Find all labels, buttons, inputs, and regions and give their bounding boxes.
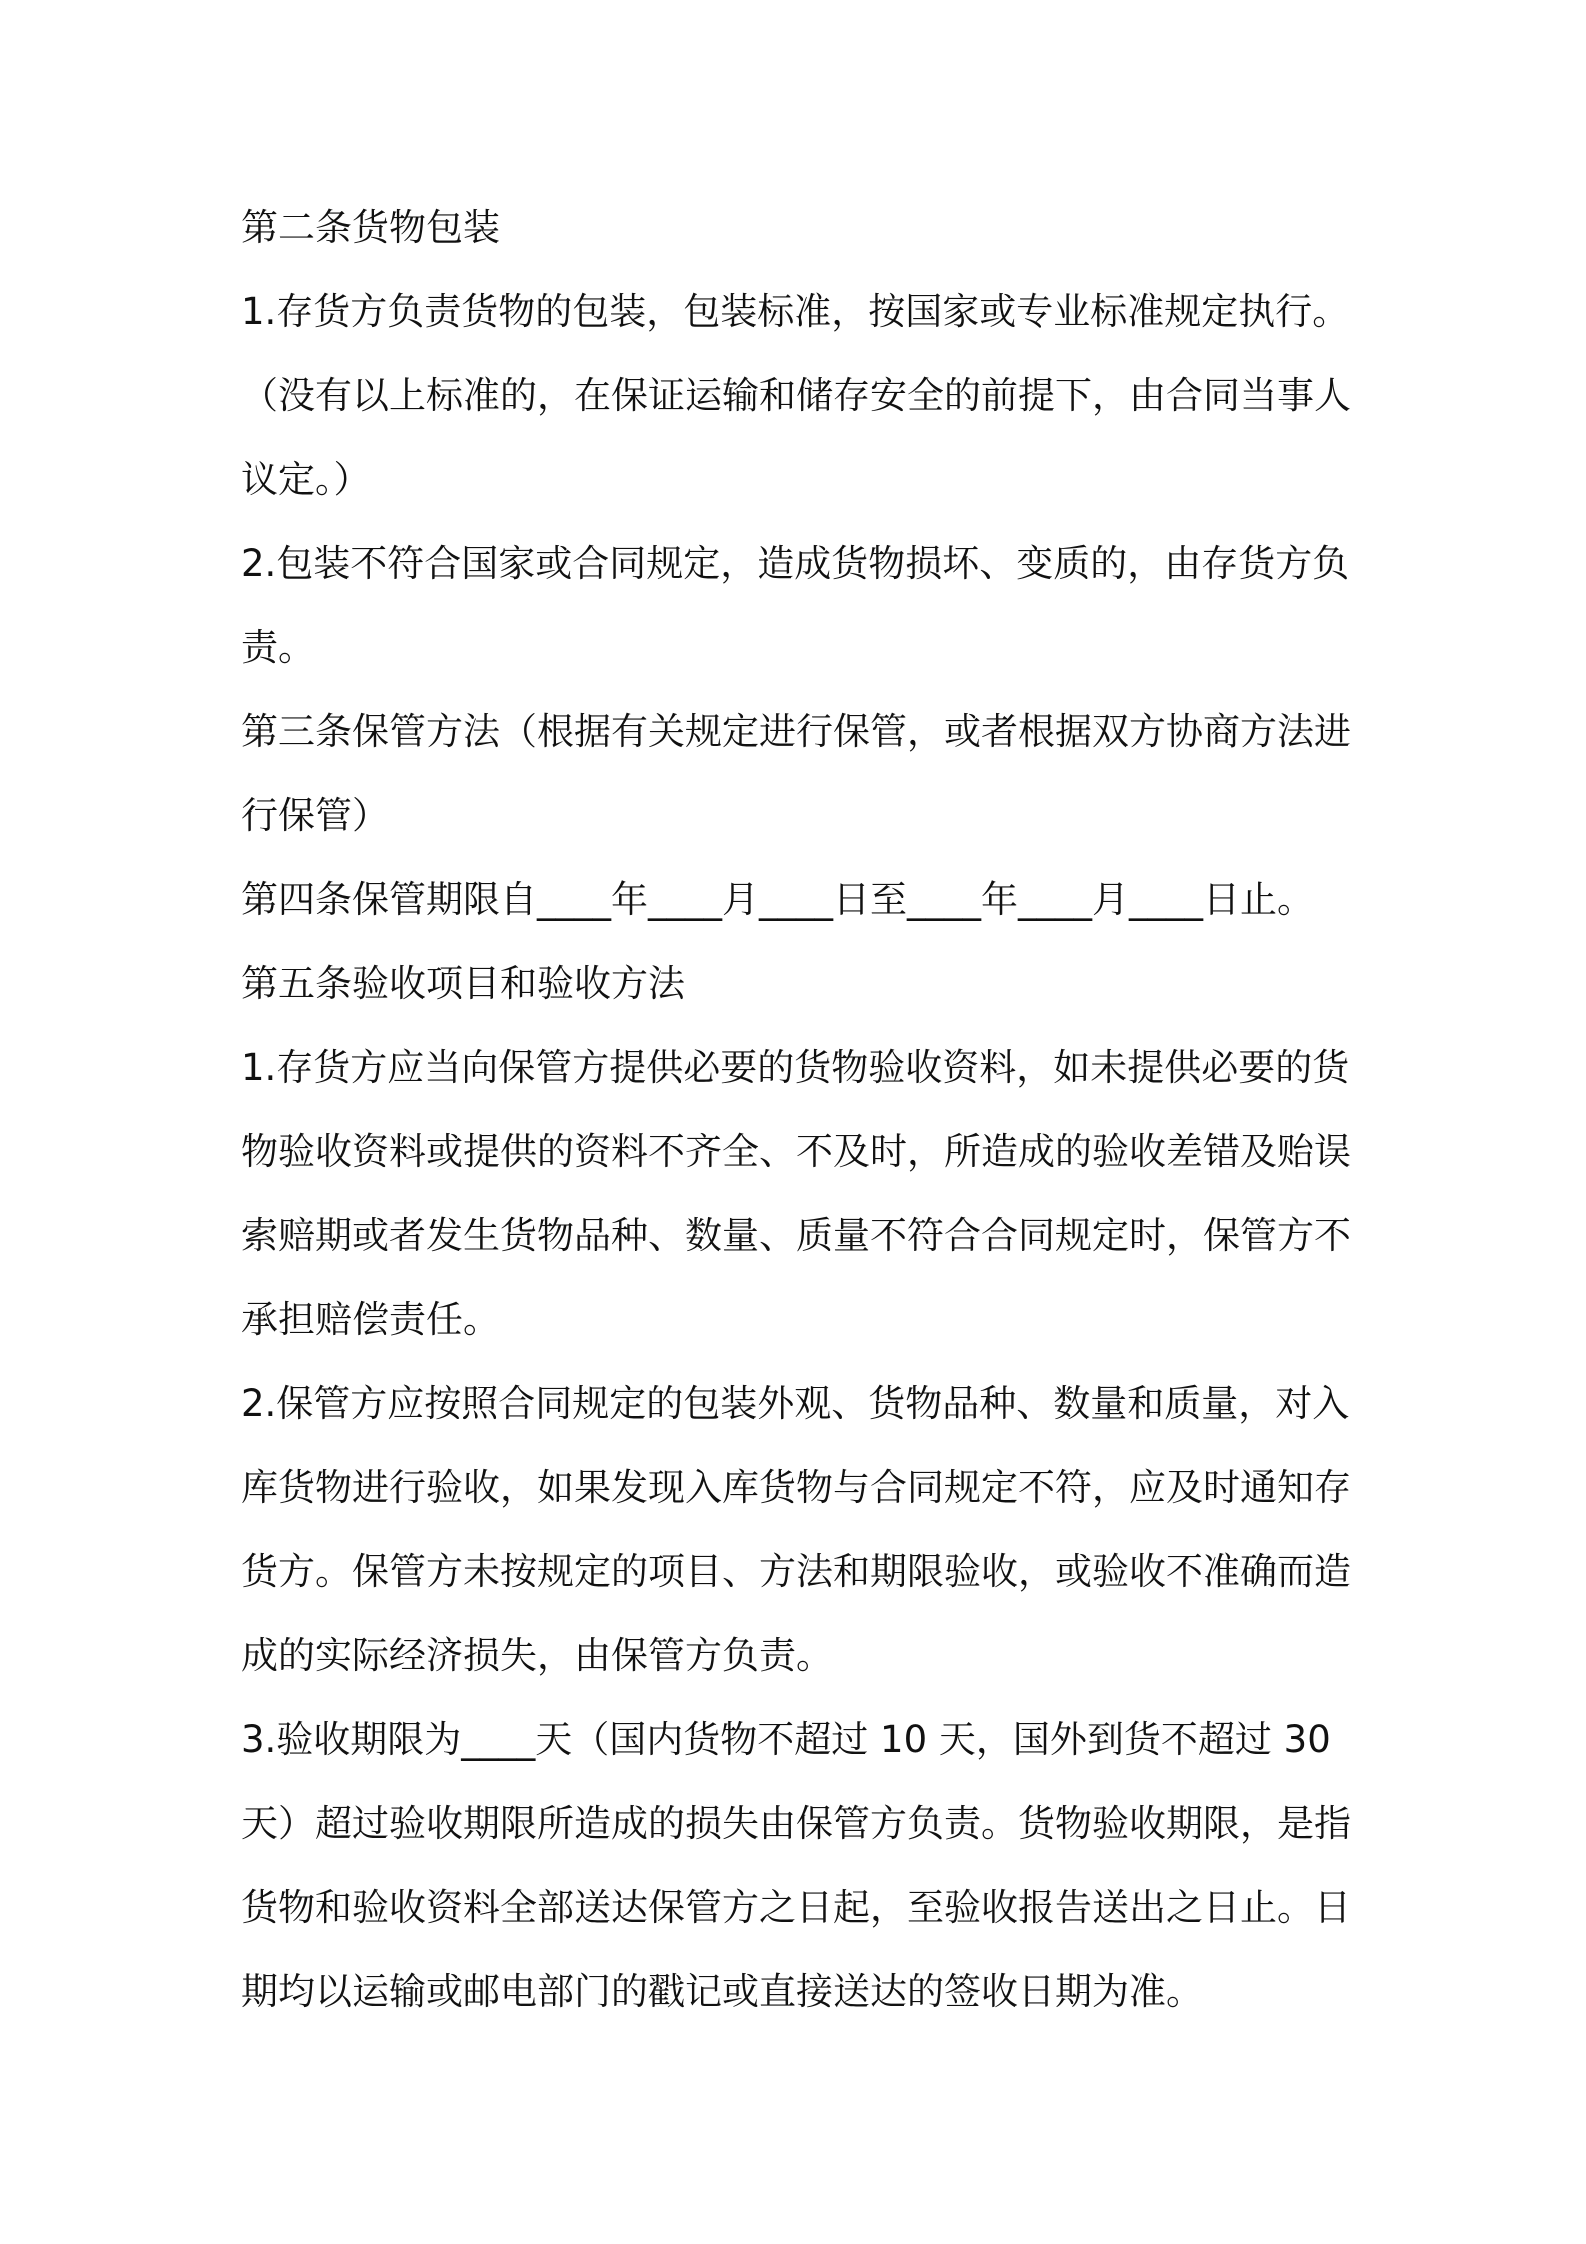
text-line: 期均以运输或邮电部门的戳记或直接送达的签收日期为准。 (241, 1970, 1203, 2013)
text-line: 1.存货方负责货物的包装，包装标准，按国家或专业标准规定执行。 (241, 290, 1350, 333)
text-line: 库货物进行验收，如果发现入库货物与合同规定不符，应及时通知存 (241, 1466, 1351, 1509)
text-line: 3.验收期限为____天（国内货物不超过 10 天，国外到货不超过 30 (241, 1718, 1331, 1761)
text-line: 货物和验收资料全部送达保管方之日起，至验收报告送出之日止。日 (241, 1886, 1351, 1929)
text-line: 2.包装不符合国家或合同规定，造成货物损坏、变质的，由存货方负 (241, 542, 1350, 585)
text-line: 货方。保管方未按规定的项目、方法和期限验收，或验收不准确而造 (241, 1550, 1351, 1593)
text-line: （没有以上标准的，在保证运输和储存安全的前提下，由合同当事人 (241, 374, 1351, 417)
text-line: 索赔期或者发生货物品种、数量、质量不符合合同规定时，保管方不 (241, 1214, 1351, 1257)
text-line: 行保管） (241, 794, 389, 837)
text-line: 责。 (241, 626, 315, 669)
article-4-heading: 第四条保管期限自____年____月____日至____年____月____日止。 (241, 878, 1314, 921)
text-line: 承担赔偿责任。 (241, 1298, 500, 1341)
article-5-heading: 第五条验收项目和验收方法 (241, 962, 685, 1005)
article-3-heading: 第三条保管方法（根据有关规定进行保管，或者根据双方协商方法进 (241, 710, 1351, 753)
text-line: 天）超过验收期限所造成的损失由保管方负责。货物验收期限，是指 (241, 1802, 1351, 1845)
text-line: 物验收资料或提供的资料不齐全、不及时，所造成的验收差错及贻误 (241, 1130, 1351, 1173)
text-line: 1.存货方应当向保管方提供必要的货物验收资料，如未提供必要的货 (241, 1046, 1350, 1089)
text-line: 2.保管方应按照合同规定的包装外观、货物品种、数量和质量，对入 (241, 1382, 1350, 1425)
text-line: 议定。） (241, 458, 371, 501)
article-2-heading: 第二条货物包装 (241, 206, 500, 249)
text-line: 成的实际经济损失，由保管方负责。 (241, 1634, 833, 1677)
